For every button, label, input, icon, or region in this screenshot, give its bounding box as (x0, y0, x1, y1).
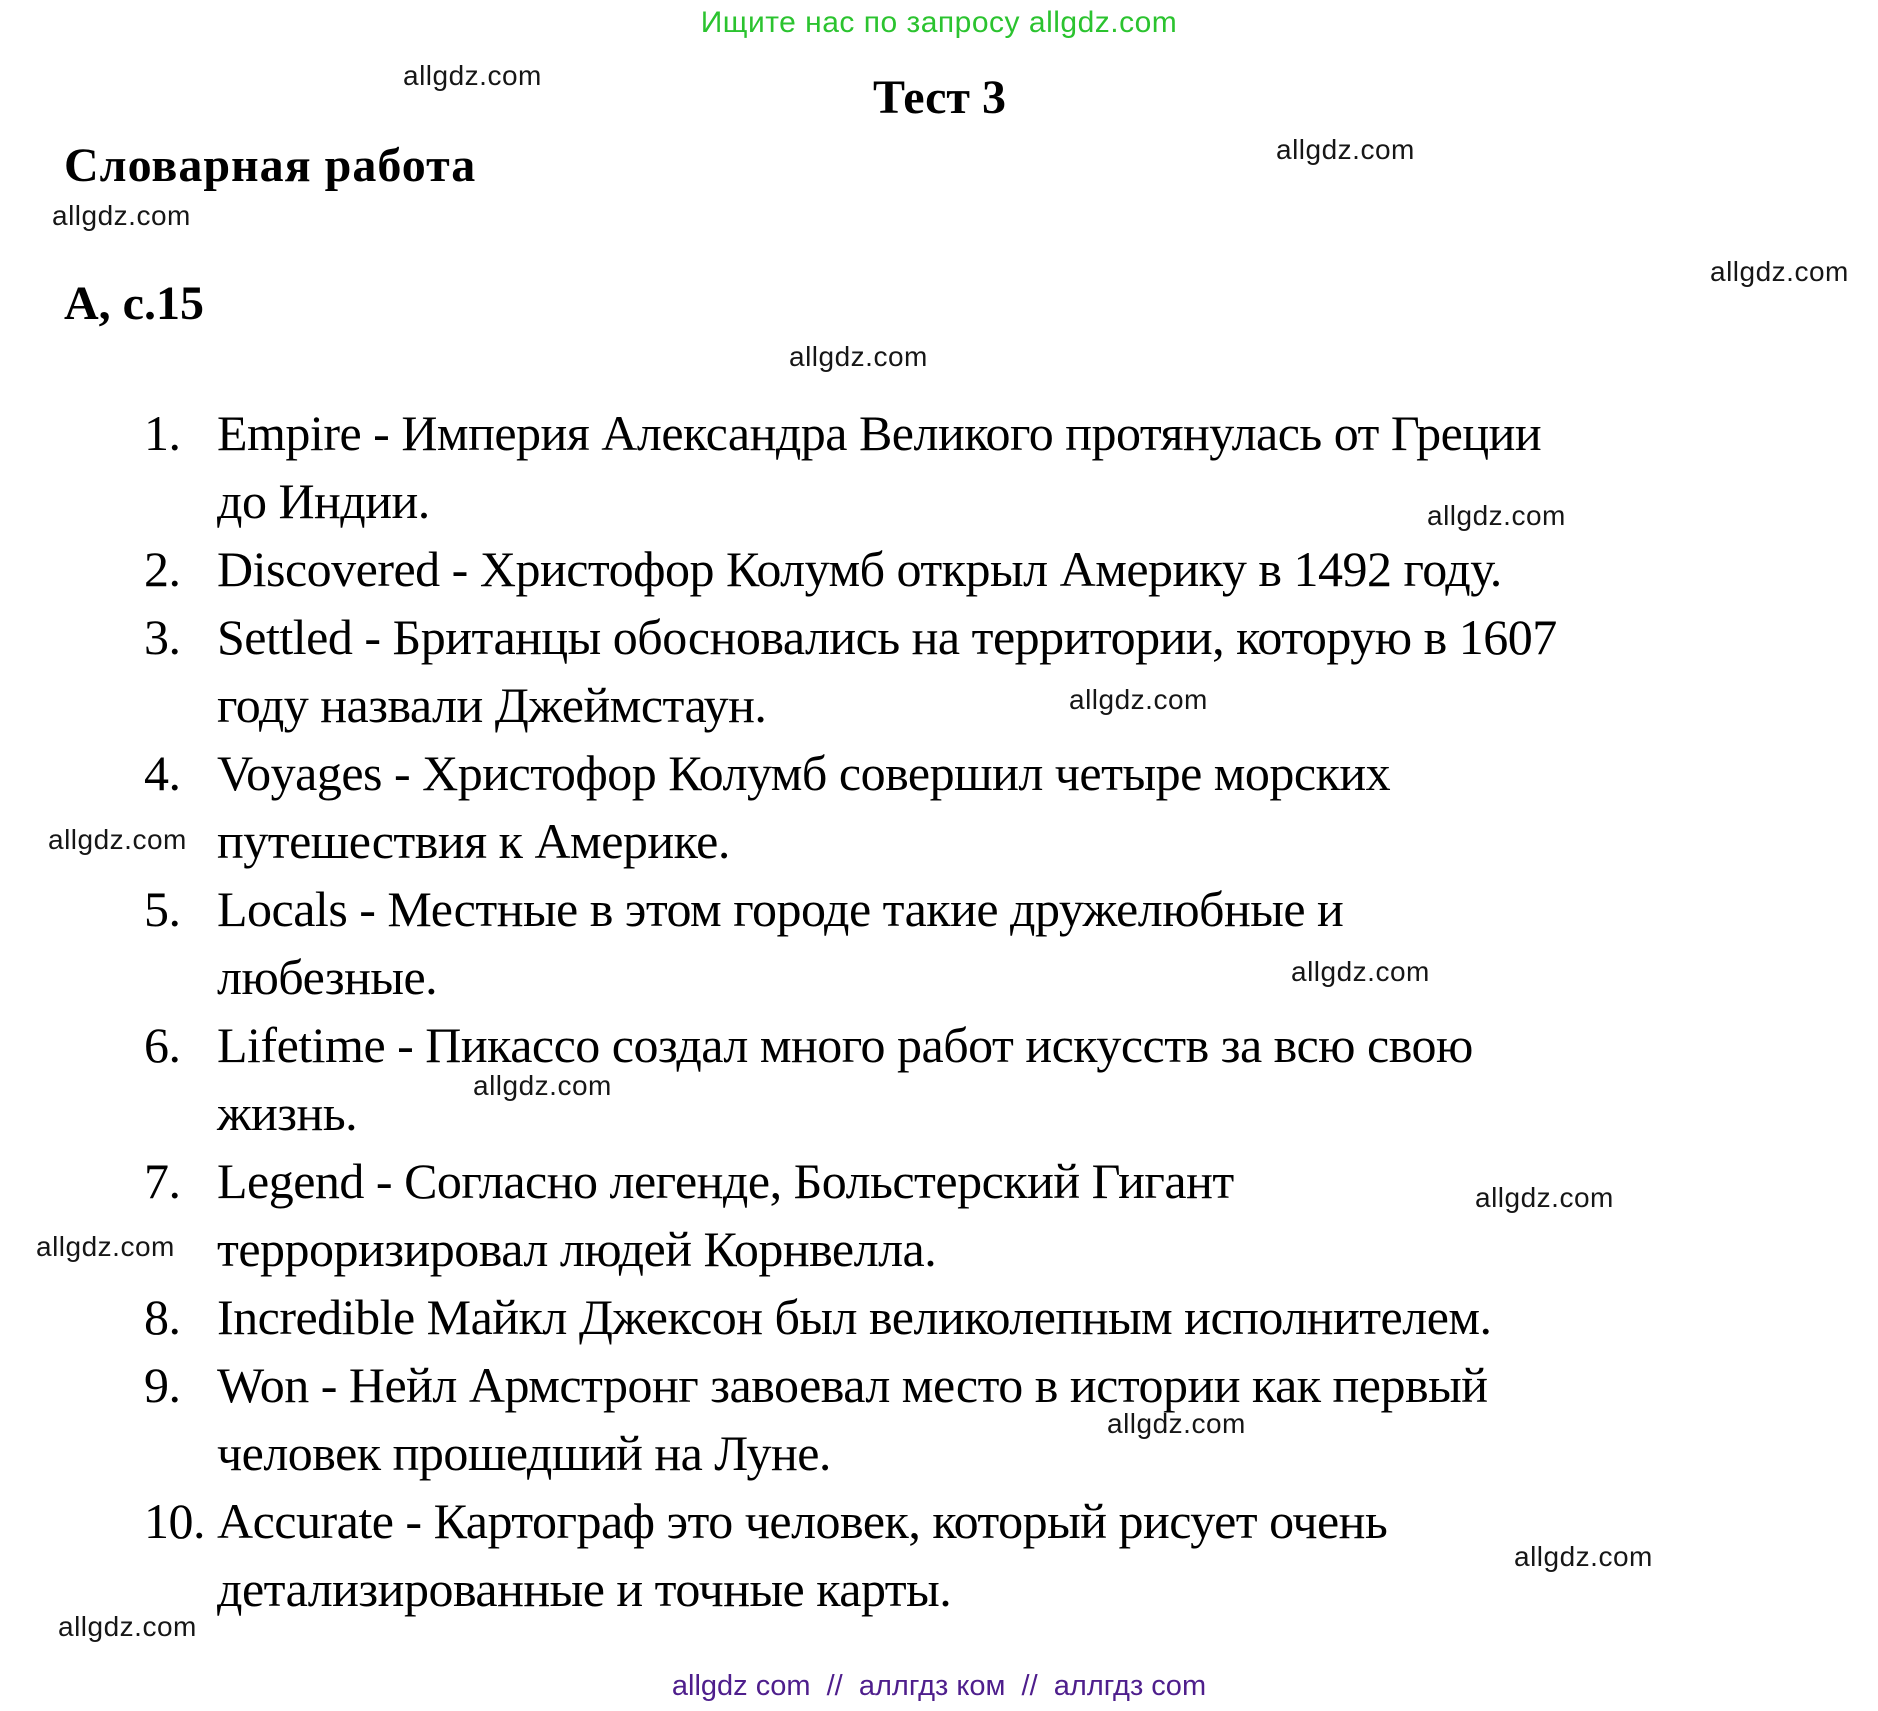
answer-item (0, 1351, 1878, 1487)
answer-line: Empire - Империя Александра Великого протянулась от Греции (217, 405, 1542, 461)
answer-item (0, 1487, 1878, 1623)
watermark: allgdz.com (403, 60, 542, 91)
answer-line: Won - Нейл Армстронг завоевал место в истории как первый (217, 1357, 1488, 1413)
answer-line: Voyages - Христофор Колумб совершил четыре морских (217, 745, 1391, 801)
watermark: allgdz.com (473, 1070, 612, 1101)
answer-item (0, 1011, 1878, 1147)
answer-number: 2. (144, 541, 181, 597)
answers-list (0, 399, 1878, 1623)
watermark: allgdz.com (36, 1231, 175, 1262)
answer-number: 10. (144, 1493, 205, 1549)
answer-line: путешествия к Америке. (217, 813, 730, 869)
answer-number: 7. (144, 1153, 181, 1209)
answer-line: Locals - Местные в этом городе такие дружелюбные и (217, 881, 1344, 937)
answer-line: до Индии. (217, 473, 430, 529)
watermark: allgdz.com (52, 200, 191, 231)
answer-line: Discovered - Христофор Колумб открыл Америку в 1492 году. (217, 541, 1502, 597)
watermark: allgdz.com (1276, 134, 1415, 165)
answer-line: Accurate - Картограф это человек, который рисует очень (217, 1493, 1388, 1549)
answer-number: 3. (144, 609, 181, 665)
answer-item (0, 535, 1878, 603)
answer-line: году назвали Джеймстаун. (217, 677, 767, 733)
watermark: allgdz.com (1514, 1541, 1653, 1572)
watermark: allgdz.com (1069, 684, 1208, 715)
watermark: allgdz.com (789, 341, 928, 372)
answer-line: терроризировал людей Корнвелла. (217, 1221, 937, 1277)
answer-line: Settled - Британцы обосновались на территории, которую в 1607 (217, 609, 1557, 665)
answer-item (0, 1283, 1878, 1351)
section-subtitle: Словарная работа (64, 139, 477, 192)
test-title: Тест 3 (873, 71, 1006, 124)
answer-line: Legend - Согласно легенде, Больстерский Гигант (217, 1153, 1234, 1209)
answer-line: Incredible Майкл Джексон был великолепным исполнителем. (217, 1289, 1492, 1345)
answer-item (0, 603, 1878, 739)
watermark: allgdz.com (1107, 1408, 1246, 1439)
watermark: allgdz.com (1427, 500, 1566, 531)
answer-item (0, 1147, 1878, 1283)
answer-number: 9. (144, 1357, 181, 1413)
footer-links: allgdz com // аллгдз ком // аллгдз com (671, 1670, 1207, 1702)
answer-line: жизнь. (217, 1085, 358, 1141)
answer-number: 8. (144, 1289, 181, 1345)
answer-line: человек прошедший на Луне. (217, 1425, 831, 1481)
answer-item (0, 739, 1878, 875)
answer-number: 4. (144, 745, 181, 801)
exercise-label: А, с.15 (64, 277, 204, 330)
promo-banner: Ищите нас по запросу allgdz.com (700, 6, 1178, 39)
answer-line: любезные. (217, 949, 438, 1005)
watermark: allgdz.com (1710, 256, 1849, 287)
answer-line: Lifetime - Пикассо создал много работ искусств за всю свою (217, 1017, 1473, 1073)
answer-item (0, 399, 1878, 535)
watermark: allgdz.com (48, 824, 187, 855)
watermark: allgdz.com (1475, 1182, 1614, 1213)
answer-item (0, 875, 1878, 1011)
watermark: allgdz.com (58, 1611, 197, 1642)
answer-line: детализированные и точные карты. (217, 1561, 952, 1617)
answer-number: 6. (144, 1017, 181, 1073)
watermark: allgdz.com (1291, 956, 1430, 987)
answer-number: 1. (144, 405, 181, 461)
answer-number: 5. (144, 881, 181, 937)
